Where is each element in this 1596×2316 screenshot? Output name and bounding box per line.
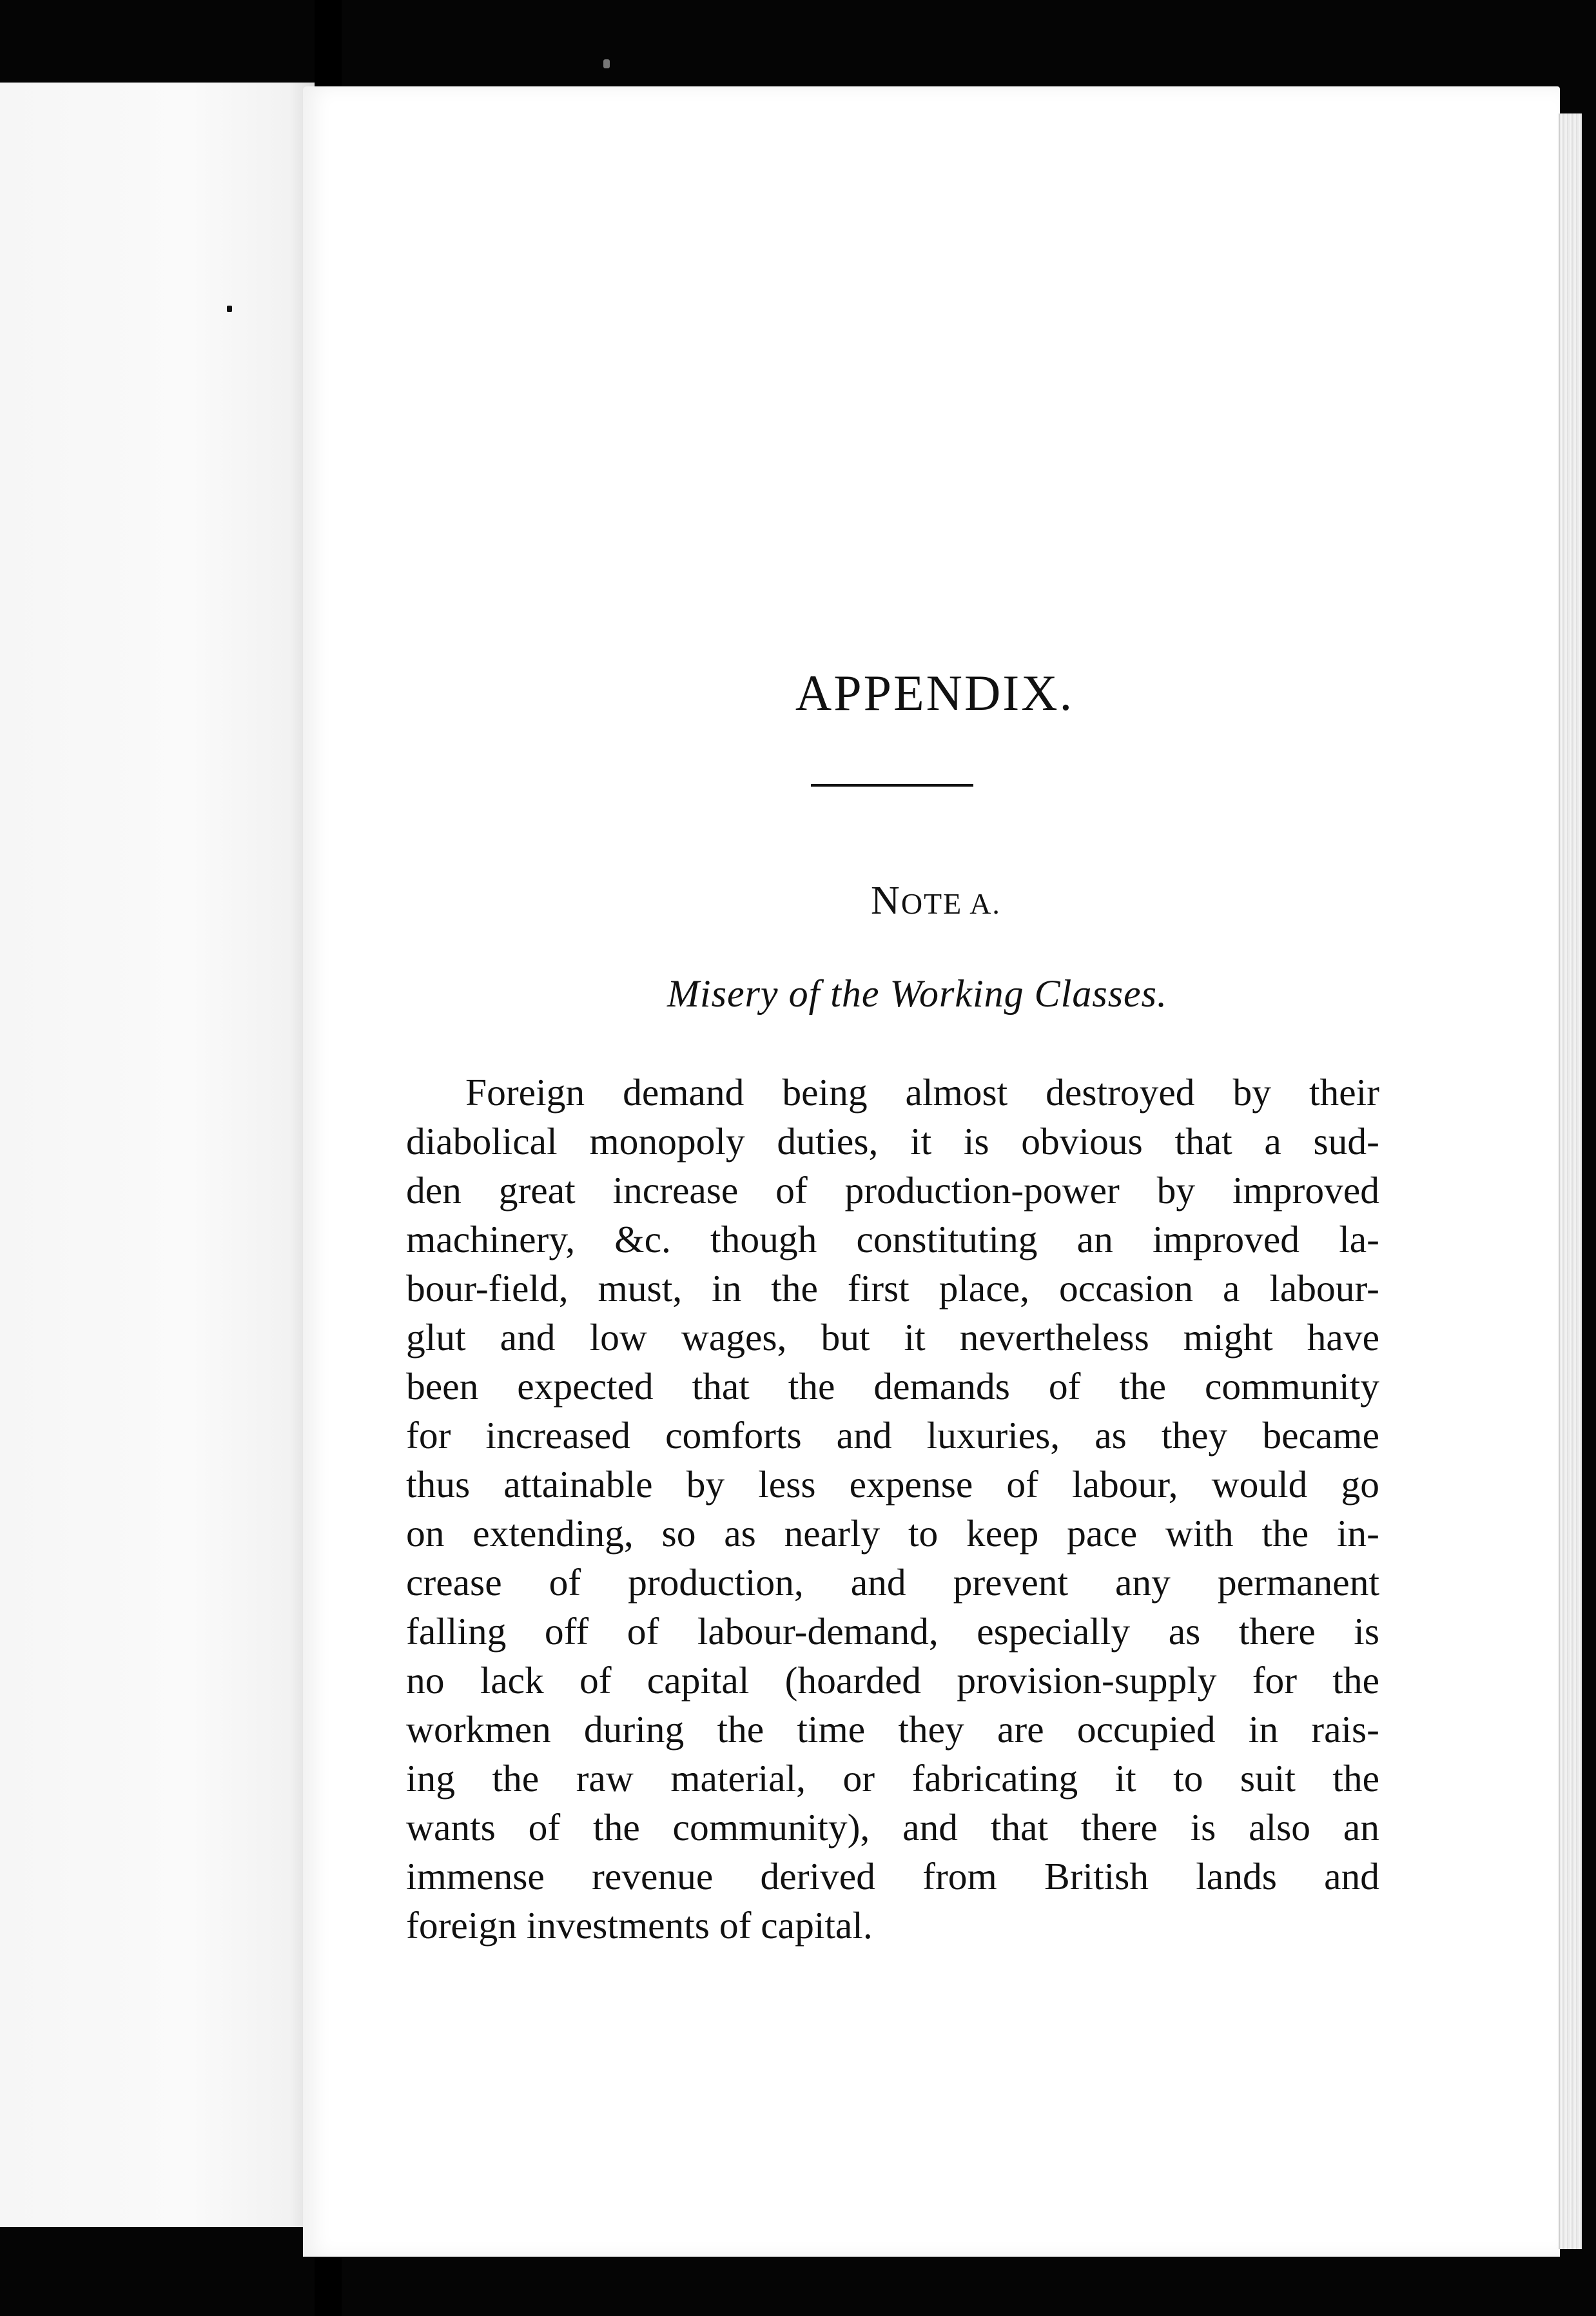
facing-page <box>0 83 315 2227</box>
paragraph-line: diabolical monopoly duties, it is obvious that a sud- <box>406 1120 1379 1163</box>
paragraph-line: bour-field, must, in the first place, occasion a labour- <box>406 1267 1379 1310</box>
paragraph-line: immense revenue derived from British lands and <box>406 1855 1379 1898</box>
paragraph-line: falling off of labour-demand, especially as there is <box>406 1610 1379 1653</box>
paragraph-line: for increased comforts and luxuries, as they became <box>406 1414 1379 1457</box>
paragraph-line: wants of the community), and that there is also an <box>406 1806 1379 1849</box>
note-label-capital: N <box>871 879 901 923</box>
appendix-heading: APPENDIX. <box>795 665 1075 721</box>
paragraph-line: thus attainable by less expense of labour, would go <box>406 1463 1379 1506</box>
paragraph-line: been expected that the demands of the community <box>406 1365 1379 1408</box>
heading-rule <box>811 784 973 787</box>
note-label-small-caps: OTE A. <box>900 887 1001 920</box>
paragraph-line: no lack of capital (hoarded provision-supply for the <box>406 1659 1379 1702</box>
paragraph-line: machinery, &c. though constituting an improved la- <box>406 1218 1379 1261</box>
paragraph-line: den great increase of production-power by improved <box>406 1169 1379 1212</box>
paragraph-line: workmen during the time they are occupied in rais- <box>406 1708 1379 1751</box>
paragraph-line: foreign investments of capital. <box>406 1904 873 1947</box>
paragraph-line: ing the raw material, or fabricating it to suit the <box>406 1757 1379 1800</box>
note-subtitle: Misery of the Working Classes. <box>667 972 1168 1015</box>
body-paragraph <box>406 1068 1379 1950</box>
ink-dot <box>227 306 232 312</box>
paragraph-line: Foreign demand being almost destroyed by their <box>465 1071 1379 1114</box>
scan-speck <box>603 59 610 68</box>
paragraph-line: on extending, so as nearly to keep pace with the in- <box>406 1512 1379 1555</box>
paragraph-line: glut and low wages, but it nevertheless might have <box>406 1316 1379 1359</box>
paragraph-line: crease of production, and prevent any permanent <box>406 1561 1379 1604</box>
page-content <box>406 664 1379 1950</box>
page-edges <box>1559 113 1582 2249</box>
note-label <box>492 878 1379 924</box>
